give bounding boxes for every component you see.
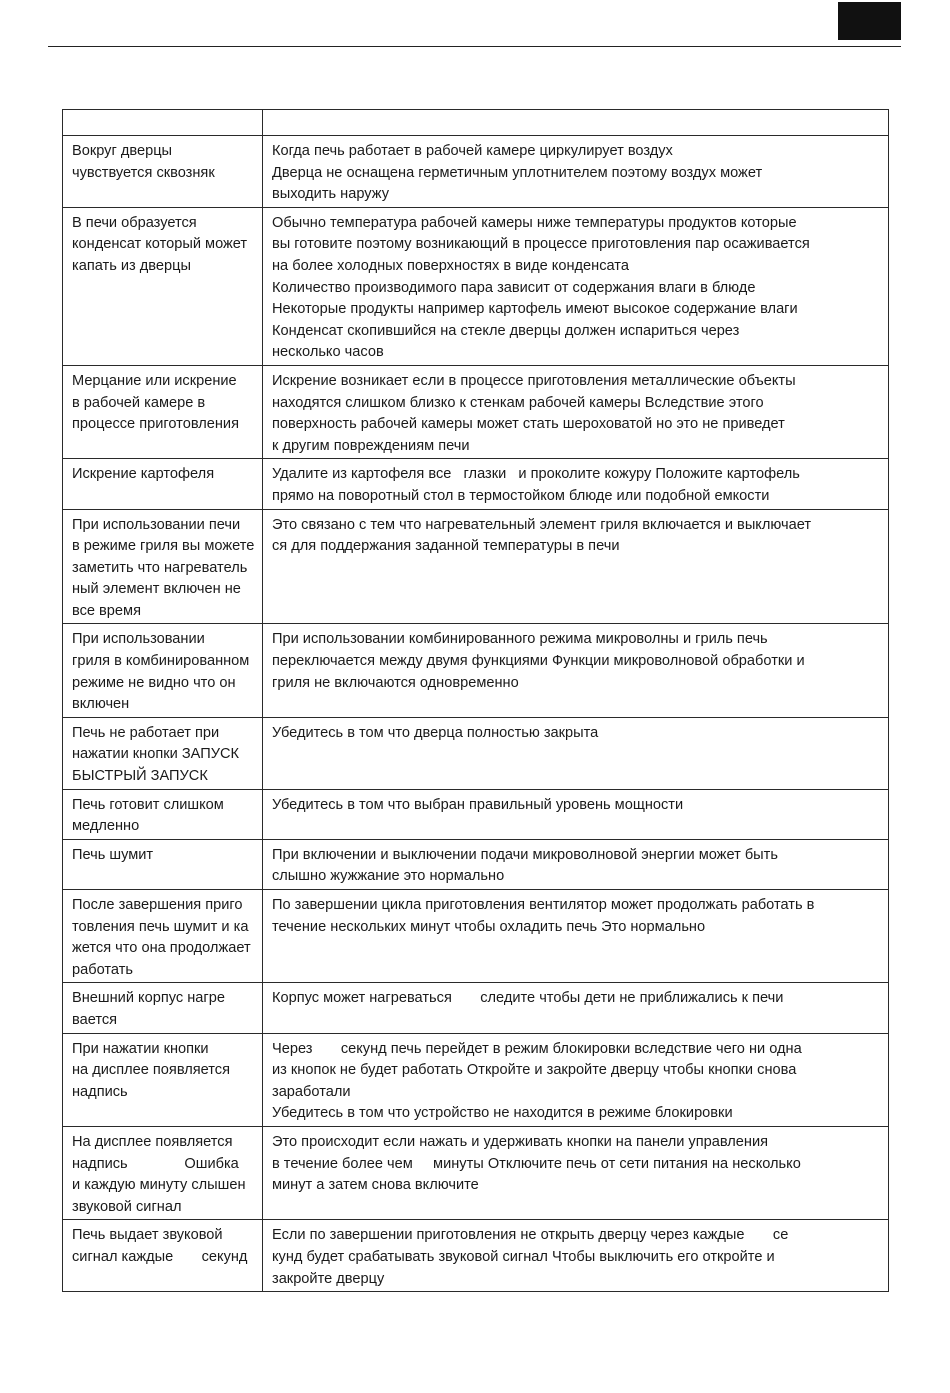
problem-line: При нажатии кнопки bbox=[72, 1040, 209, 1057]
cause-cell bbox=[263, 207, 889, 365]
problem-cell bbox=[63, 1126, 263, 1219]
problem-line: капать из дверцы bbox=[72, 257, 191, 274]
cause-cell bbox=[263, 624, 889, 717]
cause-line: При использовании комбинированного режима микроволны и гриль печь bbox=[272, 631, 768, 648]
problem-line: Искрение картофеля bbox=[72, 466, 215, 483]
cause-cell bbox=[263, 839, 889, 889]
cause-line: ся для поддержания заданной температуры в печи bbox=[272, 538, 620, 555]
cause-line: Убедитесь в том что выбран правильный уровень мощности bbox=[272, 796, 684, 813]
problem-line: Печь выдает звуковой bbox=[72, 1227, 223, 1244]
cause-line: вы готовите поэтому возникающий в процессе приготовления пар осаживается bbox=[272, 236, 810, 253]
problem-cell bbox=[63, 365, 263, 458]
problem-line: работать bbox=[72, 961, 133, 978]
problem-cell bbox=[63, 207, 263, 365]
problem-cell bbox=[63, 459, 263, 509]
problem-line: На дисплее появляется bbox=[72, 1133, 233, 1150]
cause-line: прямо на поворотный стол в термостойком блюде или подобной емкости bbox=[272, 487, 770, 504]
cause-cell bbox=[263, 1033, 889, 1126]
problem-cell bbox=[63, 624, 263, 717]
cause-line: Убедитесь в том что устройство не находится в режиме блокировки bbox=[272, 1105, 733, 1122]
table-row bbox=[63, 1126, 889, 1219]
cause-cell bbox=[263, 1126, 889, 1219]
cause-line: гриля не включаются одновременно bbox=[272, 674, 519, 691]
cause-line: Через секунд печь перейдет в режим блокировки вследствие чего ни одна bbox=[272, 1040, 802, 1057]
problem-line: БЫСТРЫЙ ЗАПУСК bbox=[72, 768, 208, 785]
problem-line: жется что она продолжает bbox=[72, 940, 251, 957]
cause-line: Если по завершении приготовления не открыть дверцу через каждые се bbox=[272, 1227, 789, 1244]
problem-cell bbox=[63, 717, 263, 789]
table-row bbox=[63, 717, 889, 789]
cause-line: Конденсат скопившийся на стекле дверцы должен испариться через bbox=[272, 322, 740, 339]
problem-line: на дисплее появляется bbox=[72, 1062, 231, 1079]
cause-cell bbox=[263, 1220, 889, 1292]
problem-cell bbox=[63, 509, 263, 624]
problem-line: нажатии кнопки ЗАПУСК bbox=[72, 746, 240, 763]
cause-line: Искрение возникает если в процессе приготовления металлические объекты bbox=[272, 372, 796, 389]
cause-line: в течение более чем минуты Отключите печь от сети питания на несколько bbox=[272, 1155, 801, 1172]
page-corner-tab bbox=[838, 2, 901, 40]
cause-line: кунд будет срабатывать звуковой сигнал Чтобы выключить его откройте и bbox=[272, 1248, 775, 1265]
problem-line: звуковой сигнал bbox=[72, 1198, 182, 1215]
cause-line: Некоторые продукты например картофель имеют высокое содержание влаги bbox=[272, 301, 798, 318]
cause-line: минут а затем снова включите bbox=[272, 1177, 479, 1194]
troubleshooting-table bbox=[62, 109, 889, 1292]
problem-line: чувствуется сквозняк bbox=[72, 164, 215, 181]
problem-line: в рабочей камере в bbox=[72, 394, 206, 411]
cause-cell bbox=[263, 509, 889, 624]
cause-line: Это связано с тем что нагревательный элемент гриля включается и выключает bbox=[272, 516, 812, 533]
cause-line: закройте дверцу bbox=[272, 1270, 385, 1287]
problem-line: сигнал каждые секунд bbox=[72, 1248, 248, 1265]
problem-line: медленно bbox=[72, 818, 140, 835]
cause-line: По завершении цикла приготовления вентилятор может продолжать работать в bbox=[272, 897, 815, 913]
cause-line: Это происходит если нажать и удерживать кнопки на панели управления bbox=[272, 1133, 769, 1150]
cause-cell bbox=[263, 459, 889, 509]
cause-line: к другим повреждениям печи bbox=[272, 437, 470, 454]
problem-line: надпись bbox=[72, 1083, 128, 1100]
problem-line: включен bbox=[72, 696, 130, 713]
header-rule bbox=[48, 46, 901, 47]
cause-cell bbox=[263, 789, 889, 839]
problem-line: вается bbox=[72, 1011, 118, 1028]
cause-line: течение нескольких минут чтобы охладить печь Это нормально bbox=[272, 918, 706, 935]
cause-line: из кнопок не будет работать Откройте и закройте дверцу чтобы кнопки снова bbox=[272, 1062, 797, 1079]
cause-line: Удалите из картофеля все глазки и проколите кожуру Положите картофель bbox=[272, 466, 800, 483]
problem-cell bbox=[63, 839, 263, 889]
cause-cell bbox=[263, 136, 889, 208]
problem-cell bbox=[63, 1033, 263, 1126]
problem-line: товления печь шумит и ка bbox=[72, 918, 249, 935]
table-row bbox=[63, 1033, 889, 1126]
problem-line: все время bbox=[72, 602, 141, 619]
cause-line: При включении и выключении подачи микроволновой энергии может быть bbox=[272, 846, 778, 863]
table-row bbox=[63, 509, 889, 624]
problem-line: Внешний корпус нагре bbox=[72, 990, 225, 1007]
table-row bbox=[63, 839, 889, 889]
problem-line: При использовании bbox=[72, 631, 205, 648]
cause-line: выходить наружу bbox=[272, 186, 389, 203]
cause-line: переключается между двумя функциями Функции микроволновой обработки и bbox=[272, 653, 805, 670]
cause-cell bbox=[263, 365, 889, 458]
problem-line: режиме не видно что он bbox=[72, 674, 236, 691]
problem-line: и каждую минуту слышен bbox=[72, 1177, 246, 1194]
cause-cell bbox=[263, 983, 889, 1033]
problem-cell bbox=[63, 983, 263, 1033]
cause-line: находятся слишком близко к стенкам рабочей камеры Вследствие этого bbox=[272, 394, 764, 411]
problem-line: Печь готовит слишком bbox=[72, 796, 224, 813]
cause-line: слышно жужжание это нормально bbox=[272, 868, 505, 885]
cause-line: Когда печь работает в рабочей камере циркулирует воздух bbox=[272, 143, 673, 159]
problem-line: конденсат который может bbox=[72, 236, 248, 253]
cause-line: Корпус может нагреваться следите чтобы дети не приближались к печи bbox=[272, 990, 784, 1007]
problem-line: Вокруг дверцы bbox=[72, 143, 173, 159]
table-row bbox=[63, 207, 889, 365]
cause-line: Убедитесь в том что дверца полностью закрыта bbox=[272, 724, 599, 741]
header-cell-problem bbox=[63, 110, 263, 136]
problem-line: При использовании печи bbox=[72, 516, 241, 533]
problem-cell bbox=[63, 789, 263, 839]
table-row bbox=[63, 136, 889, 208]
problem-line: Мерцание или искрение bbox=[72, 372, 237, 389]
cause-line: Количество производимого пара зависит от содержания влаги в блюде bbox=[272, 279, 756, 296]
problem-line: в режиме гриля вы можете bbox=[72, 538, 255, 555]
table-row bbox=[63, 890, 889, 983]
header-cell-cause bbox=[263, 110, 889, 136]
problem-line: процессе приготовления bbox=[72, 416, 239, 433]
cause-line: заработали bbox=[272, 1083, 351, 1100]
problem-line: гриля в комбинированном bbox=[72, 653, 250, 670]
problem-line: В печи образуется bbox=[72, 214, 197, 231]
table-row bbox=[63, 624, 889, 717]
problem-line: После завершения приго bbox=[72, 897, 243, 913]
problem-line: ный элемент включен не bbox=[72, 581, 241, 598]
problem-line: Печь шумит bbox=[72, 846, 154, 863]
problem-cell bbox=[63, 890, 263, 983]
problem-cell bbox=[63, 136, 263, 208]
cause-line: несколько часов bbox=[272, 344, 384, 361]
problem-line: заметить что нагреватель bbox=[72, 559, 248, 576]
cause-cell bbox=[263, 717, 889, 789]
cause-line: Обычно температура рабочей камеры ниже температуры продуктов которые bbox=[272, 214, 797, 231]
cause-cell bbox=[263, 890, 889, 983]
cause-line: на более холодных поверхностях в виде конденсата bbox=[272, 257, 629, 274]
table-row bbox=[63, 983, 889, 1033]
table-row bbox=[63, 365, 889, 458]
table-row bbox=[63, 1220, 889, 1292]
table-row bbox=[63, 789, 889, 839]
table-row bbox=[63, 459, 889, 509]
problem-cell bbox=[63, 1220, 263, 1292]
cause-line: Дверца не оснащена герметичным уплотнителем поэтому воздух может bbox=[272, 164, 763, 181]
problem-line: Печь не работает при bbox=[72, 724, 220, 741]
problem-line: надпись Ошибка bbox=[72, 1155, 239, 1172]
table-header-row bbox=[63, 110, 889, 136]
cause-line: поверхность рабочей камеры может стать шероховатой но это не приведет bbox=[272, 416, 785, 433]
